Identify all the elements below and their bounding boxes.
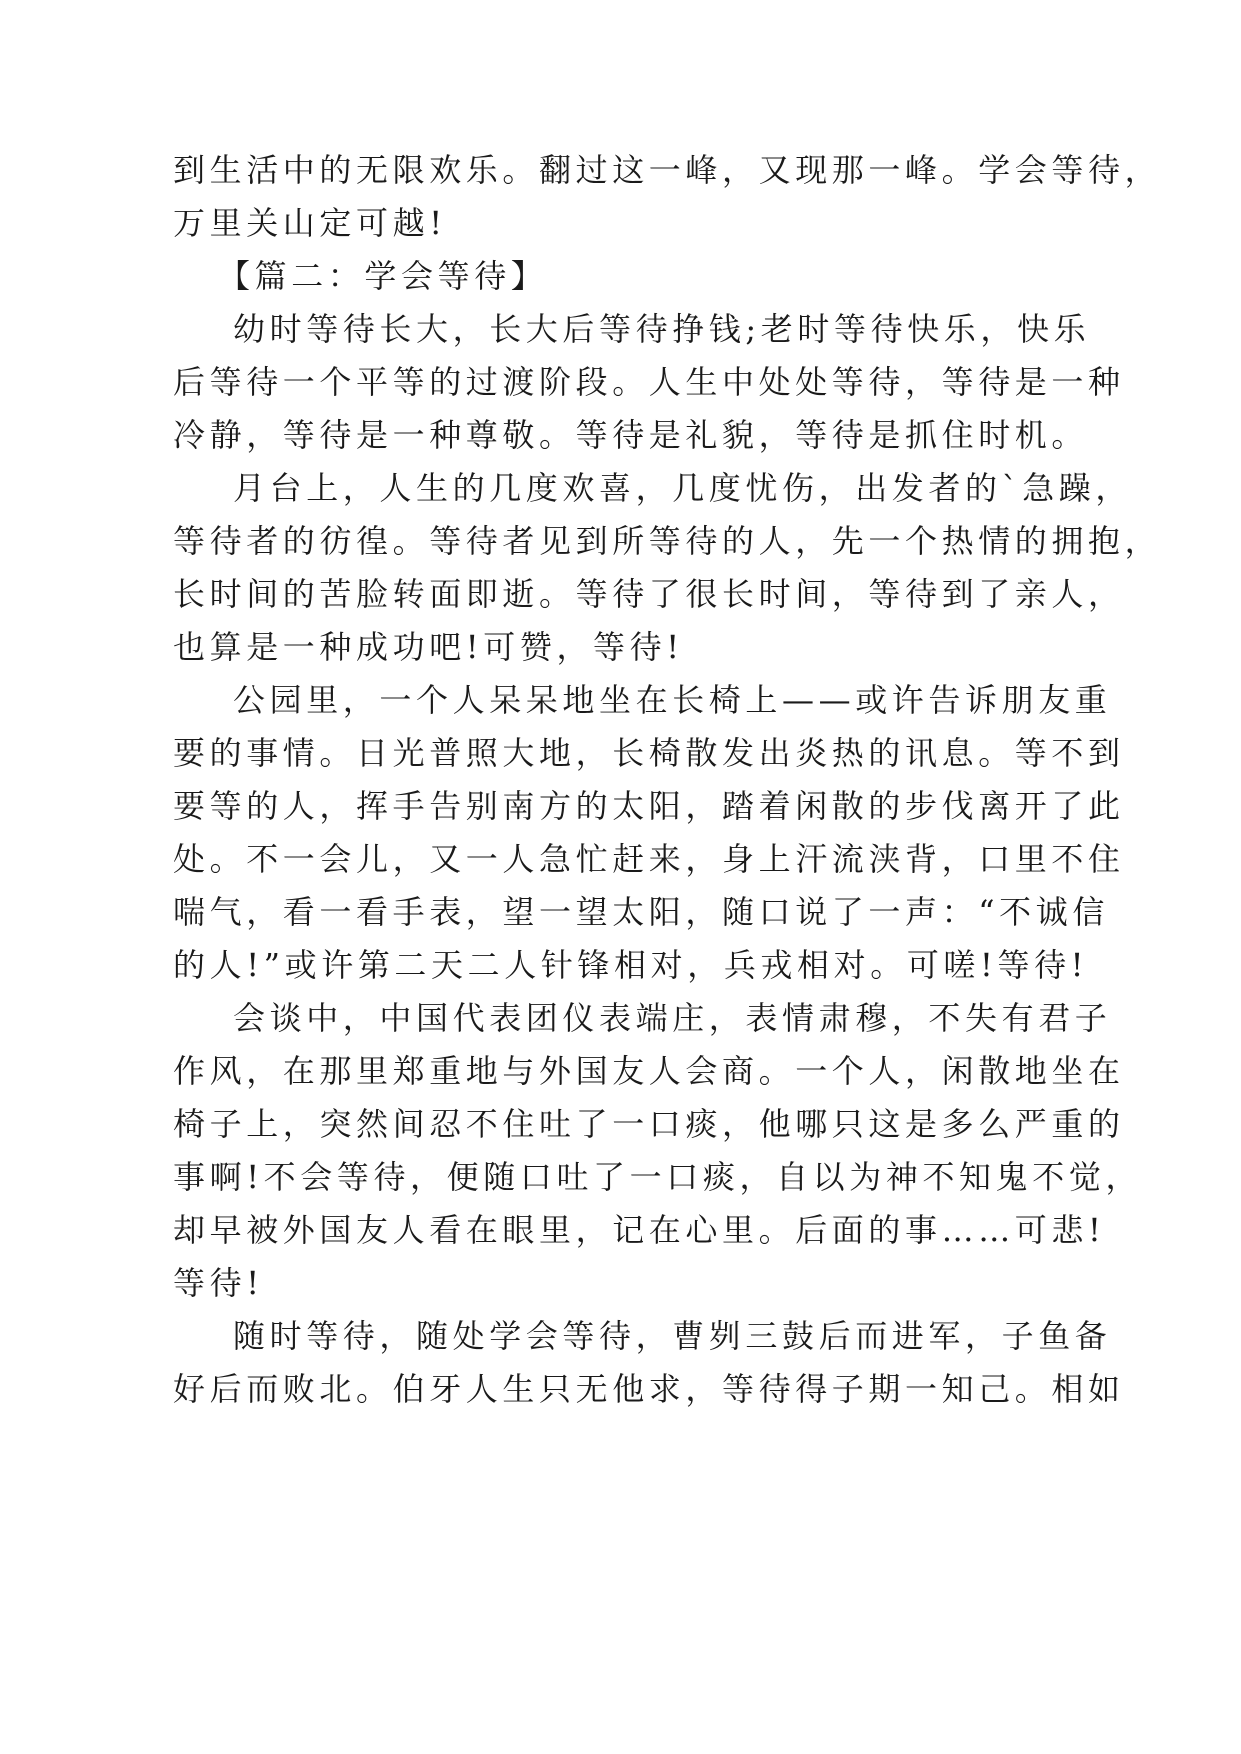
text-line: 喘气，看一看手表，望一望太阳，随口说了一声：“不诚信 xyxy=(173,893,1109,931)
text-line: 处。不一会儿，又一人急忙赶来，身上汗流浃背，口里不住 xyxy=(173,840,1125,878)
text-line: 幼时等待长大，长大后等待挣钱;老时等待快乐，快乐 xyxy=(233,310,1091,348)
text-line: 要的事情。日光普照大地，长椅散发出炎热的讯息。等不到 xyxy=(173,734,1125,772)
text-line: 的人!”或许第二天二人针锋相对，兵戎相对。可嗟!等待! xyxy=(173,946,1089,984)
section-heading: 【篇二：学会等待】 xyxy=(218,257,548,295)
text-line: 却早被外国友人看在眼里，记在心里。后面的事……可悲! xyxy=(173,1211,1106,1249)
text-line: 作风，在那里郑重地与外国友人会商。一个人，闲散地坐在 xyxy=(173,1052,1125,1090)
text-line: 好后而败北。伯牙人生只无他求，等待得子期一知己。相如 xyxy=(173,1370,1125,1408)
text-line: 长时间的苦脸转面即逝。等待了很长时间，等待到了亲人， xyxy=(173,575,1125,613)
text-line: 冷静，等待是一种尊敬。等待是礼貌，等待是抓住时机。 xyxy=(173,416,1089,454)
text-line: 要等的人，挥手告别南方的太阳，踏着闲散的步伐离开了此 xyxy=(173,787,1125,825)
text-line: 月台上，人生的几度欢喜，几度忧伤，出发者的`急躁， xyxy=(233,469,1133,507)
text-line: 到生活中的无限欢乐。翻过这一峰，又现那一峰。学会等待， xyxy=(173,151,1162,189)
text-line: 也算是一种成功吧!可赞，等待! xyxy=(173,628,684,666)
text-line: 公园里，一个人呆呆地坐在长椅上——或许告诉朋友重 xyxy=(233,681,1112,719)
text-line: 会谈中，中国代表团仪表端庄，表情肃穆，不失有君子 xyxy=(233,999,1112,1037)
text-line: 后等待一个平等的过渡阶段。人生中处处等待，等待是一种 xyxy=(173,363,1125,401)
text-line: 等待者的彷徨。等待者见到所等待的人，先一个热情的拥抱， xyxy=(173,522,1162,560)
text-line: 随时等待，随处学会等待，曹刿三鼓后而进军，子鱼备 xyxy=(233,1317,1112,1355)
text-line: 椅子上，突然间忍不住吐了一口痰，他哪只这是多么严重的 xyxy=(173,1105,1125,1143)
text-line: 等待! xyxy=(173,1264,264,1302)
text-line: 事啊!不会等待，便随口吐了一口痰，自以为神不知鬼不觉， xyxy=(173,1158,1143,1196)
text-line: 万里关山定可越! xyxy=(173,204,447,242)
